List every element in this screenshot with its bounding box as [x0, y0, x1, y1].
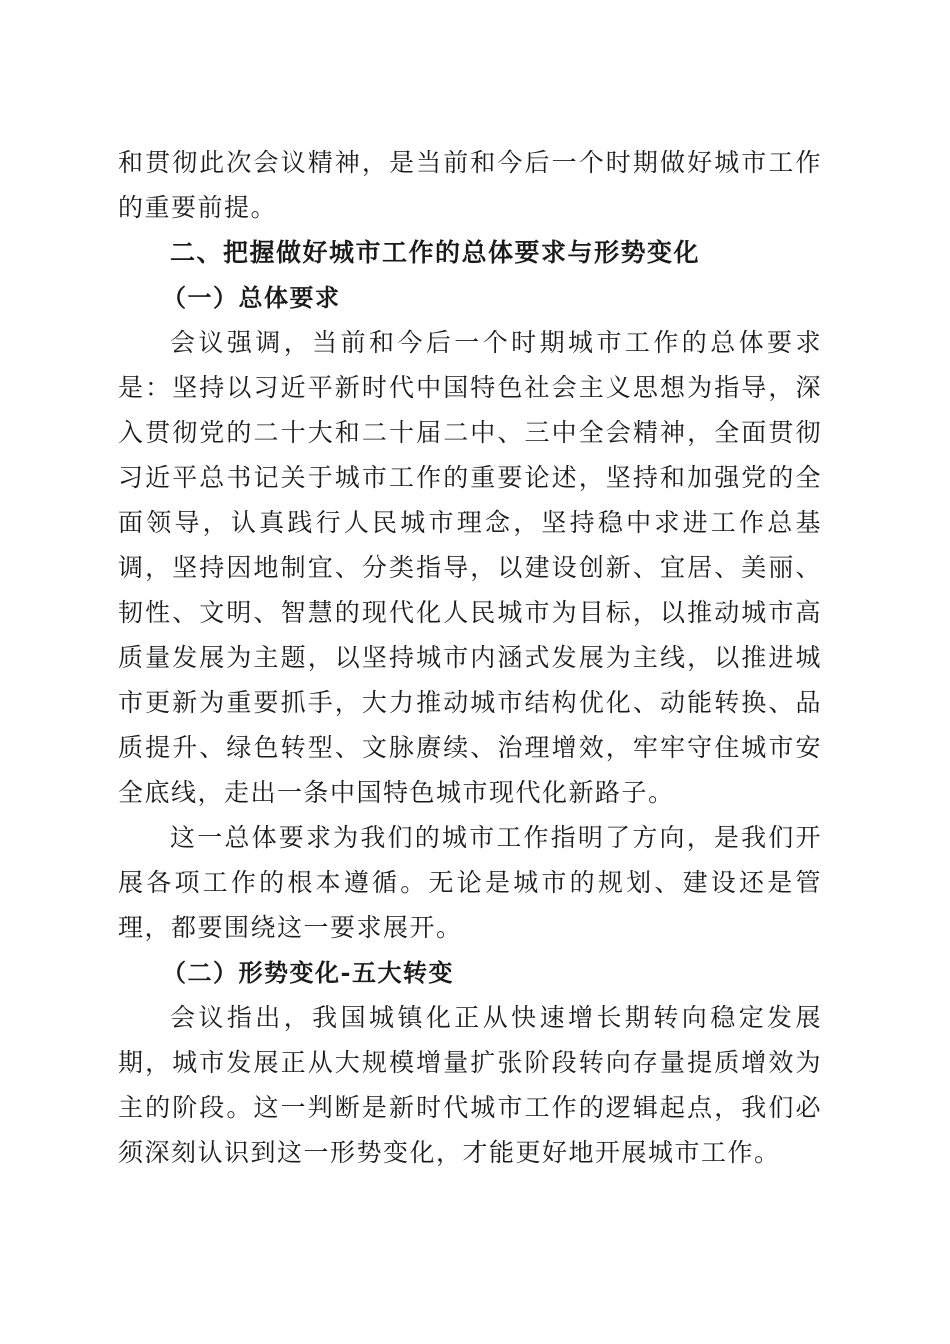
section-heading: 二、把握做好城市工作的总体要求与形势变化	[170, 238, 701, 267]
paragraph-direction: 这一总体要求为我们的城市工作指明了方向，是我们开展各项工作的根本遵循。无论是城市的规划、建设还是管理，都要围绕这一要求展开。	[118, 823, 822, 942]
paragraph-situation-changes: 会议指出，我国城镇化正从快速增长期转向稳定发展期，城市发展正从大规模增量扩张阶段转向存量提质增效为主的阶段。这一判断是新时代城市工作的逻辑起点，我们必须深刻认识到这一形势变化，才能更好地开展城市工作。	[118, 1003, 822, 1167]
subsection-heading-overall-requirements: （一）总体要求	[162, 283, 341, 312]
document-body	[118, 140, 822, 1175]
paragraph-overall-requirements: 会议强调，当前和今后一个时期城市工作的总体要求是：坚持以习近平新时代中国特色社会主义思想为指导，深入贯彻党的二十大和二十届二中、三中全会精神，全面贯彻习近平总书记关于城市工作的重要论述，坚持和加强党的全面领导，认真践行人民城市理念，坚持稳中求进工作总基调，坚持因地制宜、分类指导，以建设创新、宜居、美丽、韧性、文明、智慧的现代化人民城市为目标，以推动城市高质量发展为主题，以坚持城市内涵式发展为主线，以推进城市更新为重要抓手，大力推动城市结构优化、动能转换、品质提升、绿色转型、文脉赓续、治理增效，牢牢守住城市安全底线，走出一条中国特色城市现代化新路子。	[118, 328, 822, 807]
paragraph-continuation: 和贯彻此次会议精神，是当前和今后一个时期做好城市工作的重要前提。	[118, 148, 822, 222]
subsection-heading-situation-changes: （二）形势变化-五大转变	[162, 958, 454, 987]
